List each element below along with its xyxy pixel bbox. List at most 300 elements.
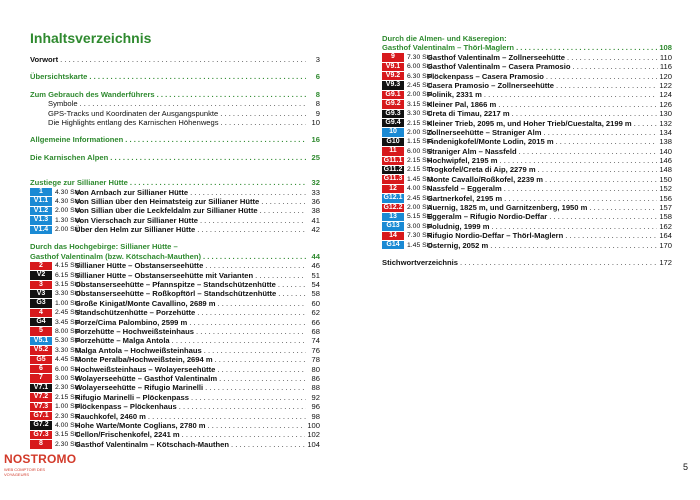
leader-dots: [197, 225, 306, 234]
entry-page-number: 60: [311, 298, 320, 308]
tour-badge: V1.2: [30, 207, 52, 215]
tour-duration: 2.00 Std.: [407, 91, 435, 99]
spacer: [30, 162, 320, 170]
entry-label: Zum Gebrauch des Wanderführers: [30, 89, 155, 99]
entry-page-number: 46: [311, 261, 320, 271]
tour-badge: G7.3: [30, 431, 52, 439]
entry-page-number: 66: [311, 317, 320, 327]
entry-label: Plöckenpass – Plöckenhaus: [75, 402, 177, 412]
leader-dots: [567, 53, 658, 62]
leader-dots: [148, 412, 306, 421]
leader-dots: [217, 365, 306, 374]
tour-duration: 7.30 Std.: [407, 232, 435, 240]
entry-page-number: 44: [311, 251, 320, 261]
tour-badge: 2: [30, 262, 52, 270]
entry-page-number: 42: [311, 225, 320, 235]
tour-duration: 2.30 Std.: [55, 384, 83, 392]
tour-duration: 2.00 Std.: [407, 204, 435, 212]
spacer: [30, 145, 320, 153]
leader-dots: [460, 258, 657, 267]
leader-dots: [231, 440, 305, 449]
leader-dots: [504, 184, 658, 193]
tour-duration: 6.15 Std.: [55, 271, 83, 279]
entry-label: Stichwortverzeichnis: [382, 257, 458, 267]
toc-entry[interactable]: [30, 55, 320, 64]
tour-badge: V1.1: [30, 197, 52, 205]
entry-page-number: 130: [659, 109, 672, 119]
entry-label: Cellon/Frischenkofel, 2241 m: [75, 430, 180, 440]
tour-duration: 4.00 Std.: [55, 421, 83, 429]
toc-tour-entry[interactable]: [30, 271, 320, 280]
leader-dots: [261, 197, 306, 206]
leader-dots: [191, 393, 306, 402]
spacer: [30, 234, 320, 242]
toc-entry[interactable]: [30, 135, 320, 144]
toc-tour-entry[interactable]: [382, 109, 672, 118]
entry-label: Gartnerkofel, 2195 m: [427, 193, 503, 203]
entry-page-number: 9: [315, 108, 320, 118]
entry-label: Gasthof Valentinalm – Zollnerseehütte: [427, 52, 565, 62]
spacer: [30, 127, 320, 135]
tour-badge: G9.1: [382, 91, 404, 99]
toc-tour-entry[interactable]: [30, 327, 320, 336]
tour-badge: G11.2: [383, 165, 403, 173]
entry-label: Zustiege zur Sillianer Hütte: [30, 178, 128, 188]
toc-tour-entry[interactable]: [382, 222, 672, 231]
tour-badge: V2: [30, 271, 52, 279]
leader-dots: [278, 289, 306, 298]
entry-label: Große Kinigat/Monte Cavallino, 2689 m: [75, 298, 216, 308]
entry-page-number: 76: [311, 345, 320, 355]
tour-duration: 1.00 Std.: [55, 403, 83, 411]
entry-page-number: 58: [311, 289, 320, 299]
tour-duration: 3.15 Std.: [407, 100, 435, 108]
tour-duration: 3.15 Std.: [55, 431, 83, 439]
leader-dots: [546, 72, 657, 81]
entry-label: Nassfeld – Eggeralm: [427, 184, 502, 194]
tour-duration: 2.15 Std.: [407, 119, 435, 127]
leader-dots: [157, 90, 306, 99]
entry-label: Sillianer Hütte – Obstanserseehütte: [75, 261, 204, 271]
toc-tour-entry[interactable]: [30, 280, 320, 289]
tour-badge: 9: [382, 53, 404, 61]
entry-page-number: 54: [311, 280, 320, 290]
leader-dots: [491, 222, 657, 231]
toc-tour-entry[interactable]: [30, 225, 320, 234]
entry-page-number: 104: [307, 439, 320, 449]
toc-tour-entry[interactable]: [382, 212, 672, 221]
toc-tour-entry[interactable]: [382, 53, 672, 62]
toc-tour-entry[interactable]: [30, 336, 320, 345]
entry-label: Standschützenhütte – Porzehütte: [75, 308, 196, 318]
toc-entry[interactable]: [30, 178, 320, 187]
entry-label: Die Highlights entlang des Karnischen Höhenwegs: [48, 117, 219, 127]
tour-duration: 3.00 Std.: [55, 374, 83, 382]
toc-tour-entry[interactable]: [382, 147, 672, 156]
tour-duration: 2.30 Std.: [55, 412, 83, 420]
toc-entry[interactable]: [30, 90, 320, 99]
entry-label: Gasthof Valentinalm – Kötschach-Mauthen: [75, 439, 230, 449]
leader-dots: [519, 147, 658, 156]
leader-dots: [260, 206, 306, 215]
entry-label: Rifugio Marinelli – Plöckenpass: [75, 392, 189, 402]
entry-label: Von Sillian über die Leckfeldalm zur Sillianer Hütte: [75, 206, 258, 216]
entry-page-number: 78: [311, 355, 320, 365]
page-number: 5: [682, 462, 688, 472]
tour-badge: V3: [30, 290, 52, 298]
leader-dots: [634, 119, 658, 128]
toc-tour-entry[interactable]: [30, 318, 320, 327]
leader-dots: [200, 216, 306, 225]
tour-badge: 14: [382, 232, 404, 240]
tour-badge: V5.2: [30, 346, 52, 354]
tour-badge: 12: [382, 185, 404, 193]
tour-duration: 3.30 Std.: [55, 290, 83, 298]
tour-badge: G7.2: [30, 421, 52, 429]
spacer: [30, 64, 320, 72]
tour-duration: 6.00 Std.: [407, 63, 435, 71]
entry-label: Findenigkofel/Monte Lodin, 2015 m: [427, 137, 554, 147]
entry-page-number: 122: [659, 80, 672, 90]
toc-tour-entry[interactable]: [30, 355, 320, 364]
tour-badge: G14: [382, 241, 404, 249]
tour-duration: 2.00 Std.: [55, 226, 83, 234]
toc-tour-entry[interactable]: [30, 188, 320, 197]
tour-badge: V5.1: [30, 337, 52, 345]
leader-dots: [196, 327, 306, 336]
entry-label: Durch die Almen- und Käseregion:: [382, 34, 507, 43]
toc-tour-entry[interactable]: [30, 393, 320, 402]
entry-page-number: 25: [311, 152, 320, 162]
entry-page-number: 170: [659, 240, 672, 250]
entry-label: Kleiner Pal, 1866 m: [427, 99, 497, 109]
toc-entry[interactable]: [30, 99, 320, 108]
toc-tour-entry[interactable]: [382, 119, 672, 128]
tour-duration: 2.15 Std.: [55, 393, 83, 401]
tour-duration: 6.00 Std.: [55, 365, 83, 373]
toc-tour-entry[interactable]: [382, 100, 672, 109]
entry-label: Straniger Alm – Nassfeld: [427, 146, 517, 156]
entry-label: Porzehütte – Malga Antola: [75, 336, 170, 346]
tour-duration: 2.00 Std.: [55, 207, 83, 215]
toc-tour-entry[interactable]: [30, 308, 320, 317]
entry-page-number: 162: [659, 221, 672, 231]
toc-tour-entry[interactable]: [382, 241, 672, 250]
toc-entry[interactable]: [382, 258, 672, 267]
tour-duration: 4.00 Std.: [407, 185, 435, 193]
entry-page-number: 120: [659, 71, 672, 81]
entry-label: Übersichtskarte: [30, 72, 88, 82]
toc-tour-entry[interactable]: [30, 346, 320, 355]
leader-dots: [498, 100, 657, 109]
leader-dots: [205, 383, 306, 392]
entry-label: GPS-Tracks und Koordinaten der Ausgangspunkte: [48, 108, 219, 118]
entry-page-number: 108: [659, 43, 672, 53]
leader-dots: [544, 128, 658, 137]
toc-entry[interactable]: [30, 72, 320, 81]
logo-brand: NOSTROMO: [4, 452, 77, 466]
entry-label: Obstanserseehütte – Pfannspitze – Standschützenhütte: [75, 280, 276, 290]
entry-label: Trogkofel/Creta di Aip, 2279 m: [427, 165, 536, 175]
tour-badge: 4: [30, 309, 52, 317]
toc-right-column: [382, 34, 672, 267]
logo-tagline: WEB COMPTOIR DES VOYAGEURS: [4, 467, 46, 477]
entry-page-number: 164: [659, 231, 672, 241]
entry-label: Auernig, 1825 m, und Garnitzenberg, 1950 m: [427, 203, 588, 213]
tour-duration: 3.15 Std.: [55, 281, 83, 289]
tour-badge: V1.3: [30, 216, 52, 224]
tour-badge: V7.1: [30, 384, 52, 392]
leader-dots: [556, 137, 658, 146]
toc-tour-entry[interactable]: [30, 216, 320, 225]
tour-badge: 6: [30, 365, 52, 373]
toc-left-column: [30, 55, 320, 449]
tour-duration: 3.30 Std.: [55, 346, 83, 354]
toc-tour-entry[interactable]: [30, 206, 320, 215]
entry-label: Zollnerseehütte – Straniger Alm: [427, 127, 542, 137]
tour-badge: 8: [30, 440, 52, 448]
tour-badge: G3: [30, 299, 52, 307]
leader-dots: [565, 231, 657, 240]
tour-badge: 1: [30, 188, 52, 196]
toc-entry[interactable]: [382, 34, 672, 43]
leader-dots: [255, 271, 306, 280]
entry-page-number: 152: [659, 184, 672, 194]
entry-label: Von Sillian über den Heimatsteig zur Sillianer Hütte: [75, 196, 260, 206]
toc-tour-entry[interactable]: [30, 383, 320, 392]
leader-dots: [189, 318, 306, 327]
toc-entry[interactable]: [30, 153, 320, 162]
entry-page-number: 16: [311, 135, 320, 145]
toc-tour-entry[interactable]: [382, 90, 672, 99]
toc-tour-entry[interactable]: [382, 194, 672, 203]
leader-dots: [499, 156, 657, 165]
toc-tour-entry[interactable]: [30, 421, 320, 430]
tour-badge: G9.2: [382, 100, 404, 108]
entry-page-number: 80: [311, 364, 320, 374]
tour-duration: 1.45 Std.: [407, 241, 435, 249]
toc-tour-entry[interactable]: [382, 137, 672, 146]
toc-tour-entry[interactable]: [30, 261, 320, 270]
toc-tour-entry[interactable]: [30, 402, 320, 411]
entry-label: Obstanserseehütte – Roßkopftörl – Standschützenhütte: [75, 289, 277, 299]
entry-label: Gasthof Valentinalm – Casera Pramosio: [427, 62, 571, 72]
entry-label: Eggeralm – Rifugio Nordio-Deffar: [427, 212, 548, 222]
tour-duration: 2.45 Std.: [55, 309, 83, 317]
entry-page-number: 146: [659, 156, 672, 166]
tour-badge: V9.3: [382, 81, 404, 89]
entry-page-number: 158: [659, 212, 672, 222]
leader-dots: [220, 109, 306, 118]
leader-dots: [556, 81, 657, 90]
tour-duration: 4.30 Std.: [55, 188, 83, 196]
entry-page-number: 92: [311, 392, 320, 402]
leader-dots: [215, 355, 306, 364]
tour-badge: 10: [382, 128, 404, 136]
leader-dots: [573, 62, 658, 71]
entry-label: Porze/Cima Palombino, 2599 m: [75, 317, 188, 327]
leader-dots: [110, 153, 306, 162]
leader-dots: [80, 99, 306, 108]
tour-badge: V7.2: [30, 393, 52, 401]
spacer: [30, 82, 320, 90]
entry-label: Hochwipfel, 2195 m: [427, 156, 498, 166]
entry-label: Monte Cavallo/Roßkofel, 2239 m: [427, 174, 544, 184]
entry-label: Symbole: [48, 99, 78, 109]
entry-page-number: 132: [659, 118, 672, 128]
leader-dots: [484, 90, 657, 99]
entry-page-number: 38: [311, 206, 320, 216]
toc-tour-entry[interactable]: [382, 62, 672, 71]
leader-dots: [190, 188, 306, 197]
toc-entry[interactable]: [30, 109, 320, 118]
entry-page-number: 36: [311, 196, 320, 206]
entry-page-number: 102: [307, 430, 320, 440]
entry-page-number: 41: [311, 215, 320, 225]
entry-page-number: 116: [659, 62, 672, 72]
entry-page-number: 172: [659, 257, 672, 267]
entry-page-number: 3: [315, 55, 320, 64]
toc-tour-entry[interactable]: [30, 197, 320, 206]
tour-duration: 3.00 Std.: [407, 222, 435, 230]
entry-label: Die Karnischen Alpen: [30, 152, 109, 162]
tour-badge: G11.3: [383, 175, 403, 183]
entry-page-number: 10: [311, 117, 320, 127]
toc-tour-entry[interactable]: [382, 175, 672, 184]
tour-duration: 1.00 Std.: [55, 299, 83, 307]
leader-dots: [197, 308, 306, 317]
tour-badge: V1.4: [30, 226, 52, 234]
tour-duration: 1.15 Std.: [407, 138, 435, 146]
entry-page-number: 150: [659, 174, 672, 184]
toc-tour-entry[interactable]: [382, 156, 672, 165]
entry-label: Hochweißsteinhaus – Wolayerseehütte: [75, 364, 216, 374]
leader-dots: [204, 346, 306, 355]
entry-page-number: 100: [307, 420, 320, 430]
tour-badge: G12.1: [383, 194, 403, 202]
tour-duration: 1.30 Std.: [55, 216, 83, 224]
entry-label: Malga Antola – Hochweißsteinhaus: [75, 345, 202, 355]
tour-badge: 3: [30, 281, 52, 289]
entry-label: Wolayerseehütte – Rifugio Marinelli: [75, 383, 204, 393]
leader-dots: [538, 165, 658, 174]
nostromo-logo: [4, 452, 77, 477]
toc-entry[interactable]: [30, 252, 320, 261]
entry-label: Kleiner Trieb, 2095 m, und Hoher Trieb/Cuestalta, 2199 m: [427, 118, 632, 128]
tour-duration: 6.30 Std.: [407, 72, 435, 80]
toc-entry[interactable]: [382, 43, 672, 52]
toc-tour-entry[interactable]: [382, 184, 672, 193]
spacer: [382, 250, 672, 258]
tour-badge: G13: [382, 222, 404, 230]
tour-duration: 1.45 Std.: [407, 175, 435, 183]
tour-duration: 4.30 Std.: [55, 197, 83, 205]
toc-tour-entry[interactable]: [30, 299, 320, 308]
toc-tour-entry[interactable]: [382, 203, 672, 212]
toc-entry[interactable]: [30, 242, 320, 251]
leader-dots: [60, 55, 306, 64]
tour-badge: G5: [30, 356, 52, 364]
entry-label: Poludnig, 1999 m: [427, 221, 490, 231]
entry-page-number: 32: [311, 178, 320, 188]
entry-page-number: 134: [659, 127, 672, 137]
entry-label: Hohe Warte/Monte Coglians, 2780 m: [75, 420, 206, 430]
toc-tour-entry[interactable]: [382, 128, 672, 137]
toc-tour-entry[interactable]: [382, 72, 672, 81]
entry-label: Polinik, 2331 m: [427, 90, 482, 100]
tour-badge: 5: [30, 327, 52, 335]
toc-tour-entry[interactable]: [30, 289, 320, 298]
leader-dots: [205, 261, 306, 270]
toc-tour-entry[interactable]: [30, 440, 320, 449]
leader-dots: [89, 72, 306, 81]
tour-badge: G9.3: [382, 110, 404, 118]
entry-label: Rifugio Nordio-Deffar – Thörl-Maglern: [427, 231, 564, 241]
toc-tour-entry[interactable]: [382, 165, 672, 174]
entry-page-number: 126: [659, 99, 672, 109]
tour-duration: 2.15 Std.: [407, 157, 435, 165]
entry-label: Über den Helm zur Sillianer Hütte: [75, 225, 196, 235]
leader-dots: [504, 194, 657, 203]
tour-duration: 6.00 Std.: [407, 147, 435, 155]
leader-dots: [219, 374, 306, 383]
tour-badge: V9.2: [382, 72, 404, 80]
leader-dots: [490, 241, 657, 250]
tour-badge: V7.3: [30, 403, 52, 411]
entry-label: Creta di Timau, 2217 m: [427, 109, 510, 119]
toc-tour-entry[interactable]: [30, 412, 320, 421]
leader-dots: [218, 299, 306, 308]
leader-dots: [589, 203, 657, 212]
leader-dots: [125, 135, 306, 144]
leader-dots: [179, 402, 306, 411]
tour-duration: 2.45 Std.: [407, 81, 435, 89]
toc-tour-entry[interactable]: [30, 374, 320, 383]
entry-page-number: 6: [315, 72, 320, 82]
toc-entry[interactable]: [30, 118, 320, 127]
entry-page-number: 8: [315, 89, 320, 99]
entry-page-number: 138: [659, 137, 672, 147]
entry-page-number: 156: [659, 193, 672, 203]
leader-dots: [278, 280, 306, 289]
leader-dots: [172, 336, 306, 345]
leader-dots: [130, 178, 306, 187]
tour-badge: V9.1: [382, 63, 404, 71]
toc-tour-entry[interactable]: [382, 81, 672, 90]
leader-dots: [208, 421, 306, 430]
entry-label: Von Vierschach zur Sillianer Hütte: [75, 215, 198, 225]
entry-label: Osternig, 2052 m: [427, 240, 489, 250]
tour-duration: 4.15 Std.: [55, 262, 83, 270]
tour-duration: 8.00 Std.: [55, 327, 83, 335]
tour-badge: 7: [30, 374, 52, 382]
leader-dots: [516, 43, 657, 52]
tour-duration: 2.15 Std.: [407, 166, 435, 174]
entry-label: Gasthof Valentinalm – Thörl-Maglern: [382, 43, 515, 53]
entry-page-number: 8: [315, 99, 320, 109]
entry-label: Casera Pramosio – Zollnerseehütte: [427, 80, 555, 90]
entry-page-number: 110: [659, 52, 672, 62]
toc-tour-entry[interactable]: [382, 231, 672, 240]
toc-tour-entry[interactable]: [30, 365, 320, 374]
entry-label: Sillianer Hütte – Obstanserseehütte mit Varianten: [75, 270, 254, 280]
entry-page-number: 51: [311, 270, 320, 280]
leader-dots: [545, 175, 657, 184]
entry-label: Vorwort: [30, 55, 59, 64]
toc-tour-entry[interactable]: [30, 430, 320, 439]
tour-badge: G9.4: [382, 119, 404, 127]
tour-duration: 5.15 Std.: [407, 213, 435, 221]
